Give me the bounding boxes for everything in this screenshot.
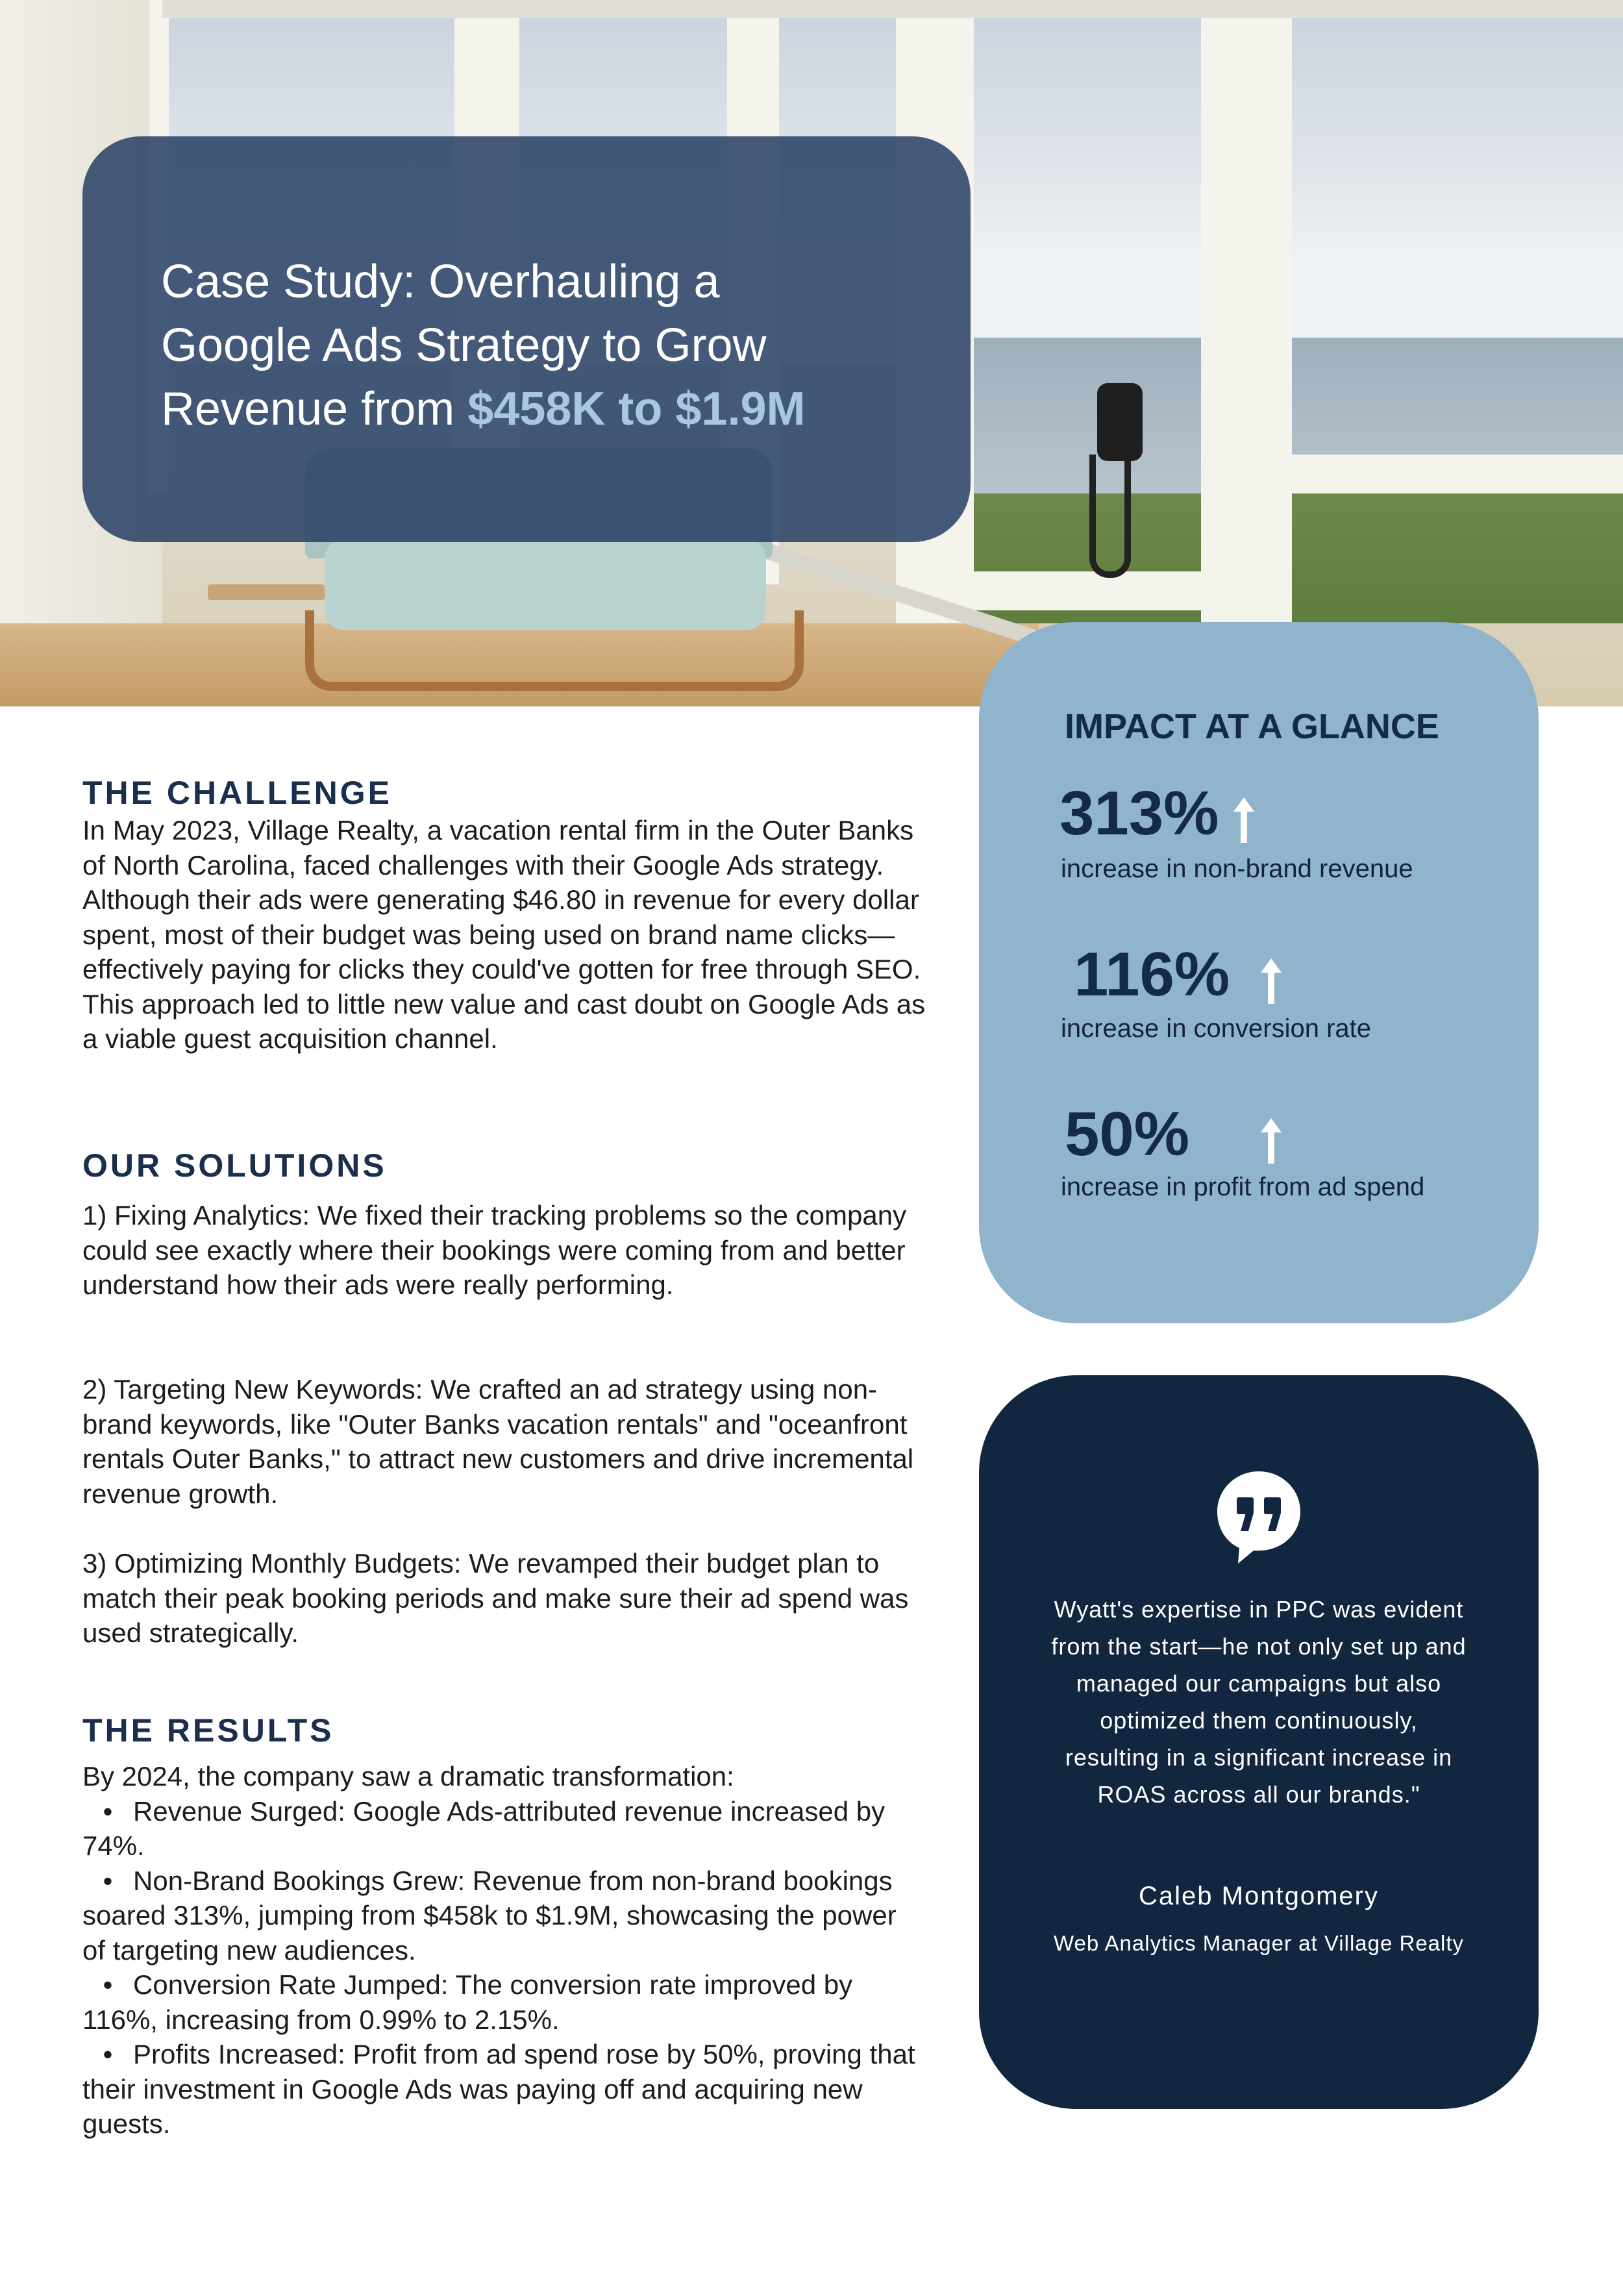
result-bullet-text: Revenue Surged: Google Ads-attributed revenue increased by 74%.: [82, 1795, 886, 1861]
results-heading: THE RESULTS: [82, 1712, 334, 1749]
impact-title: IMPACT AT A GLANCE: [1065, 707, 1439, 746]
solutions-heading: OUR SOLUTIONS: [82, 1147, 387, 1184]
bullet-icon: •: [103, 1865, 113, 1896]
results-intro: By 2024, the company saw a dramatic transformation:: [82, 1761, 734, 1791]
result-bullet: [82, 1794, 926, 1864]
title-highlight: $458K to $1.9M: [467, 383, 806, 435]
bullet-icon: •: [103, 1969, 113, 2000]
testimonial-role: Web Analytics Manager at Village Realty: [1053, 1931, 1465, 1955]
stat-label-profit: increase in profit from ad spend: [1061, 1173, 1425, 1201]
up-arrow-icon: [1224, 793, 1263, 845]
title-line-2: Google Ads Strategy to Grow: [161, 319, 767, 371]
up-arrow-icon: [1252, 955, 1291, 1006]
title-prefix: Revenue from: [161, 383, 468, 435]
challenge-text: In May 2023, Village Realty, a vacation rental firm in the Outer Banks of North Carolina, faced challenges with their Google Ads strategy. Although their ads were generating $46.80 in revenue for every dollar spent, most of their budget was being used on brand name clicks—effectively paying for clicks they could've gotten for free through SEO. This approach led to little new value and cast doubt on Google Ads as a viable guest acquisition channel.: [82, 815, 926, 1054]
stat-value-profit: 50%: [1065, 1099, 1190, 1169]
binocular-strap: [1089, 455, 1131, 578]
solution-text: 1) Fixing Analytics: We fixed their tracking problems so the company could see exactly where their bookings were coming from and better understand how their ads were really performing.: [82, 1200, 907, 1300]
solution-item-1: [82, 1198, 926, 1303]
title-line-1: Case Study: Overhauling a: [161, 256, 720, 308]
side-table: [208, 584, 325, 600]
results-body: [82, 1759, 926, 2141]
window-frame: [961, 571, 1220, 610]
bullet-icon: •: [103, 1795, 113, 1827]
bullet-icon: •: [103, 2039, 113, 2069]
binoculars: [1097, 383, 1143, 461]
solution-item-3: [82, 1546, 926, 1651]
challenge-body: [82, 813, 926, 1056]
testimonial-quote: Wyatt's expertise in PPC was evident from the start—he not only set up and managed our campaigns but also optimized them continuously, resulting in a significant increase in ROAS across all our brands.": [1051, 1596, 1467, 1808]
solution-item-2: [82, 1372, 926, 1511]
result-bullet: [82, 1967, 926, 2037]
window-frame: [1272, 455, 1623, 493]
stat-label-conversion-rate: increase in conversion rate: [1061, 1014, 1372, 1043]
solution-text: 3) Optimizing Monthly Budgets: We revamped their budget plan to match their peak booking periods and make sure their ad spend was used strategically.: [82, 1548, 909, 1648]
result-bullet-text: Non-Brand Bookings Grew: Revenue from non-brand bookings soared 313%, jumping from $458k to $1.9M, showcasing the power of targeting new audiences.: [82, 1865, 897, 1965]
result-bullet-text: Profits Increased: Profit from ad spend rose by 50%, proving that their investment in Google Ads was paying off and acquiring new guests.: [82, 2039, 915, 2139]
loveseat-frame: [305, 610, 804, 691]
up-arrow-icon: [1252, 1114, 1291, 1166]
window-frame: [1201, 0, 1292, 649]
title-line-3: [161, 377, 953, 441]
quote-icon: [1215, 1469, 1303, 1566]
testimonial-author: Caleb Montgomery: [1139, 1882, 1379, 1910]
result-bullet: [82, 2037, 926, 2141]
stat-label-non-brand-revenue: increase in non-brand revenue: [1061, 855, 1413, 883]
solution-text: 2) Targeting New Keywords: We crafted an ad strategy using non-brand keywords, like "Outer Banks vacation rentals" and "oceanfront rentals Outer Banks," to attract new customers and drive incremental revenue growth.: [82, 1374, 914, 1509]
page-title: [161, 250, 953, 441]
result-bullet: [82, 1864, 926, 1968]
result-bullet-text: Conversion Rate Jumped: The conversion rate improved by 116%, increasing from 0.99% to 2.15%.: [82, 1969, 853, 2035]
stat-value-conversion-rate: 116%: [1074, 940, 1230, 1009]
stat-value-non-brand-revenue: 313%: [1059, 779, 1219, 848]
challenge-heading: THE CHALLENGE: [82, 775, 392, 811]
window-header: [162, 0, 1623, 18]
